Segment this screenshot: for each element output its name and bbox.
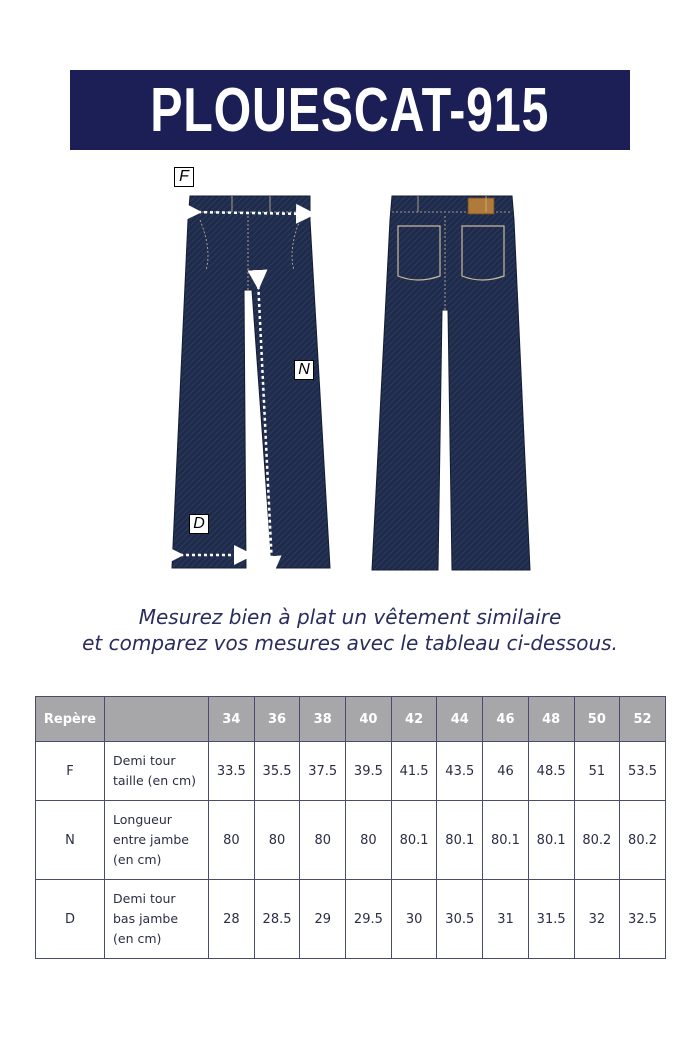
header-size: 50	[574, 697, 620, 742]
table-cell: 28.5	[254, 880, 300, 959]
table-header-row	[36, 697, 666, 742]
table-cell: 80.2	[574, 801, 620, 880]
table-cell: 51	[574, 742, 620, 801]
front-view	[172, 196, 330, 568]
measuring-instruction	[0, 604, 700, 656]
table-cell: 29.5	[346, 880, 392, 959]
table-cell: 32	[574, 880, 620, 959]
header-size: 36	[254, 697, 300, 742]
row-description: Longueur entre jambe (en cm)	[105, 801, 209, 880]
product-title: PLOUESCAT-915	[150, 75, 550, 145]
table-cell: 80	[254, 801, 300, 880]
table-cell: 80	[209, 801, 255, 880]
table-cell: 31.5	[528, 880, 574, 959]
row-mark: N	[36, 801, 105, 880]
jeans-diagram	[160, 160, 550, 580]
table-cell: 80	[346, 801, 392, 880]
header-description	[105, 697, 209, 742]
header-size: 46	[483, 697, 529, 742]
table-cell: 80.2	[620, 801, 666, 880]
table-cell: 41.5	[391, 742, 437, 801]
table-cell: 48.5	[528, 742, 574, 801]
header-size: 38	[300, 697, 346, 742]
header-size: 34	[209, 697, 255, 742]
leather-patch	[468, 198, 494, 214]
header-size: 42	[391, 697, 437, 742]
row-description: Demi tour taille (en cm)	[105, 742, 209, 801]
table-cell: 30	[391, 880, 437, 959]
table-row	[36, 742, 666, 801]
table-cell: 35.5	[254, 742, 300, 801]
table-cell: 80	[300, 801, 346, 880]
table-cell: 53.5	[620, 742, 666, 801]
table-cell: 46	[483, 742, 529, 801]
row-description: Demi tour bas jambe (en cm)	[105, 880, 209, 959]
table-cell: 80.1	[528, 801, 574, 880]
row-mark: F	[36, 742, 105, 801]
table-row	[36, 801, 666, 880]
label-waist: F	[174, 167, 194, 187]
table-cell: 80.1	[391, 801, 437, 880]
label-hem: D	[189, 514, 209, 534]
table-cell: 39.5	[346, 742, 392, 801]
table-row	[36, 880, 666, 959]
instruction-line-2: et comparez vos mesures avec le tableau ci-dessous.	[82, 631, 618, 655]
table-cell: 80.1	[483, 801, 529, 880]
row-mark: D	[36, 880, 105, 959]
table-cell: 29	[300, 880, 346, 959]
header-size: 40	[346, 697, 392, 742]
back-view	[372, 196, 530, 570]
instruction-line-1: Mesurez bien à plat un vêtement similaire	[138, 605, 562, 629]
table-cell: 31	[483, 880, 529, 959]
jeans-illustration	[160, 160, 550, 580]
header-mark: Repère	[36, 697, 105, 742]
size-chart-table	[35, 696, 666, 959]
label-inseam: N	[294, 360, 314, 380]
title-banner	[70, 70, 630, 150]
table-cell: 33.5	[209, 742, 255, 801]
table-cell: 43.5	[437, 742, 483, 801]
table-cell: 28	[209, 880, 255, 959]
table-cell: 37.5	[300, 742, 346, 801]
table-cell: 80.1	[437, 801, 483, 880]
table-cell: 30.5	[437, 880, 483, 959]
header-size: 44	[437, 697, 483, 742]
header-size: 48	[528, 697, 574, 742]
header-size: 52	[620, 697, 666, 742]
table-cell: 32.5	[620, 880, 666, 959]
